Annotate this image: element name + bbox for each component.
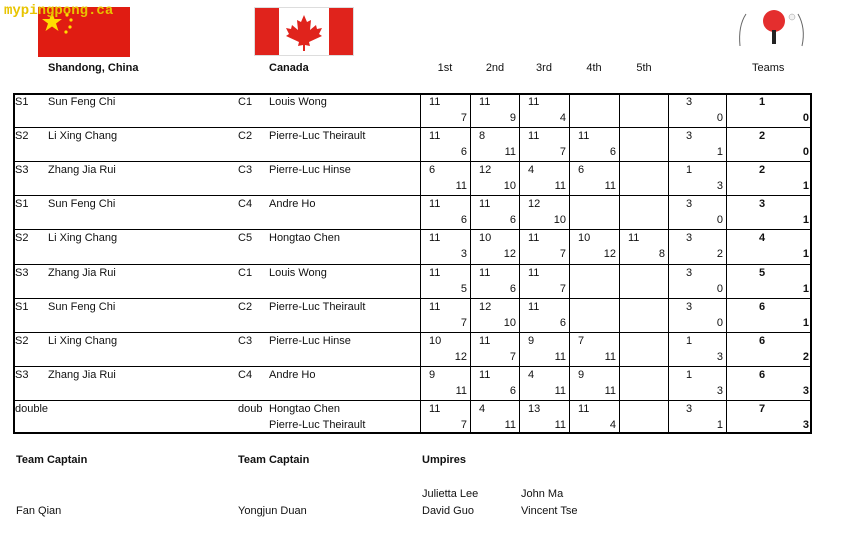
match-score-left: 3 [686,130,693,142]
game-score-left: 11 [479,96,491,108]
team-score-left: 7 [759,403,766,415]
left-player-name: Sun Feng Chi [48,198,116,210]
left-player-code: S3 [15,267,29,279]
game-score-right: 10 [503,317,516,329]
umpire-1: Julietta Lee [422,488,479,500]
right-player-code: C5 [238,232,253,244]
game-score-right: 9 [509,112,516,124]
right-player-name-2: Pierre-Luc Theirault [269,419,366,431]
game-score-left: 11 [429,267,441,279]
right-player-name: Hongtao Chen [269,403,340,415]
umpires-label: Umpires [422,454,467,466]
team-score-right: 1 [802,248,809,260]
right-player-name: Hongtao Chen [269,232,340,244]
left-player-name: Li Xing Chang [48,130,118,142]
game-score-right: 6 [559,317,566,329]
left-player-name: Zhang Jia Rui [48,267,116,279]
game-score-left: 4 [528,164,535,176]
game-score-left: 9 [528,335,535,347]
game-score-right: 4 [609,419,616,431]
team-score-right: 1 [802,214,809,226]
game-score-left: 7 [578,335,585,347]
team-score-left: 1 [759,96,766,108]
team-score-left: 6 [759,335,766,347]
match-score-left: 3 [686,267,693,279]
game-score-left: 11 [479,198,491,210]
team-score-left: 6 [759,301,766,313]
game-score-right: 7 [460,419,467,431]
team-score-right: 3 [802,385,809,397]
game-score-left: 11 [479,369,491,381]
game-4-header: 4th [586,62,602,74]
team-score-right: 0 [802,146,809,158]
right-player-name: Pierre-Luc Hinse [269,335,351,347]
game-score-right: 11 [455,180,467,192]
game-score-right: 11 [554,351,566,363]
team-left-name: Shandong, China [48,62,139,74]
left-player-name: Li Xing Chang [48,232,118,244]
game-score-right: 6 [609,146,616,158]
game-score-right: 11 [604,385,616,397]
right-player-code: doub [238,403,263,415]
left-player-name: Sun Feng Chi [48,96,116,108]
match-score-right: 0 [716,112,723,124]
team-right-name: Canada [269,62,309,74]
team-score-left: 5 [759,267,766,279]
game-score-right: 12 [603,248,616,260]
game-3-header: 3rd [536,62,552,74]
game-score-left: 11 [578,130,590,142]
left-player-name: Sun Feng Chi [48,301,116,313]
game-score-right: 6 [509,385,516,397]
right-player-code: C4 [238,369,253,381]
game-score-left: 11 [528,232,540,244]
game-score-left: 11 [429,198,441,210]
game-score-left: 11 [479,267,491,279]
game-score-left: 4 [528,369,535,381]
game-score-left: 11 [528,96,540,108]
match-score-left: 1 [686,164,693,176]
captain-left-name: Fan Qian [16,505,62,517]
left-player-code: S3 [15,369,29,381]
team-score-left: 4 [759,232,766,244]
game-score-left: 11 [429,301,441,313]
game-score-right: 11 [604,351,616,363]
game-score-left: 4 [479,403,486,415]
canada-flag-icon [254,7,354,56]
team-score-right: 1 [802,180,809,192]
match-score-left: 3 [686,301,693,313]
game-score-left: 11 [429,130,441,142]
game-score-right: 7 [559,283,566,295]
game-score-left: 9 [429,369,436,381]
game-score-right: 11 [504,419,516,431]
game-score-left: 12 [479,301,492,313]
team-score-right: 0 [802,112,809,124]
match-score-right: 3 [716,385,723,397]
game-score-left: 6 [429,164,436,176]
game-score-left: 6 [578,164,585,176]
game-score-right: 5 [460,283,467,295]
game-score-left: 10 [429,335,442,347]
game-score-left: 12 [528,198,541,210]
game-score-right: 11 [554,419,566,431]
left-player-code: S2 [15,130,29,142]
game-1-header: 1st [437,62,453,74]
match-score-left: 3 [686,232,693,244]
right-player-name: Pierre-Luc Hinse [269,164,351,176]
game-score-right: 10 [553,214,566,226]
left-player-code: S2 [15,335,29,347]
captain-left-label: Team Captain [16,454,88,466]
game-score-right: 11 [504,146,516,158]
captain-right-label: Team Captain [238,454,310,466]
left-player-code: double [15,403,49,415]
game-score-right: 6 [460,214,467,226]
game-score-right: 12 [454,351,467,363]
game-score-left: 9 [578,369,585,381]
game-score-left: 11 [528,301,540,313]
left-player-code: S2 [15,232,29,244]
right-player-code: C2 [238,130,253,142]
team-score-left: 2 [759,164,766,176]
game-score-left: 13 [528,403,541,415]
game-score-right: 7 [559,248,566,260]
match-score-left: 3 [686,96,693,108]
match-score-right: 1 [716,419,723,431]
game-score-left: 11 [528,130,540,142]
game-score-right: 3 [460,248,467,260]
game-score-right: 11 [604,180,616,192]
teams-header: Teams [752,62,785,74]
game-score-right: 11 [455,385,467,397]
game-score-right: 7 [460,112,467,124]
right-player-name: Louis Wong [269,96,327,108]
game-5-header: 5th [636,62,652,74]
right-player-name: Pierre-Luc Theirault [269,130,366,142]
umpire-4: Vincent Tse [521,505,578,517]
game-score-right: 6 [509,214,516,226]
team-score-left: 6 [759,369,766,381]
game-score-right: 11 [554,385,566,397]
game-score-left: 11 [628,232,640,244]
game-score-right: 6 [509,283,516,295]
game-score-right: 7 [559,146,566,158]
right-player-code: C3 [238,335,253,347]
right-player-code: C2 [238,301,253,313]
left-player-name: Zhang Jia Rui [48,369,116,381]
left-player-name: Zhang Jia Rui [48,164,116,176]
game-score-left: 11 [429,96,441,108]
game-score-right: 4 [559,112,566,124]
match-score-left: 3 [686,403,693,415]
match-score-left: 3 [686,198,693,210]
match-score-right: 0 [716,283,723,295]
game-score-left: 10 [578,232,591,244]
right-player-name: Louis Wong [269,267,327,279]
match-score-left: 1 [686,335,693,347]
right-player-name: Andre Ho [269,369,316,381]
right-player-name: Pierre-Luc Theirault [269,301,366,313]
umpire-3: David Guo [422,505,474,517]
watermark-text: mypingpong.ca [4,3,114,19]
game-score-right: 7 [509,351,516,363]
team-score-right: 3 [802,419,809,431]
game-score-left: 11 [528,267,540,279]
right-player-code: C4 [238,198,253,210]
team-score-left: 3 [759,198,766,210]
match-score-right: 3 [716,180,723,192]
match-score-right: 2 [716,248,723,260]
team-score-right: 2 [802,351,809,363]
game-score-left: 12 [479,164,492,176]
match-score-right: 0 [716,317,723,329]
game-score-right: 8 [658,248,665,260]
left-player-code: S1 [15,301,29,313]
team-score-left: 2 [759,130,766,142]
team-score-right: 1 [802,317,809,329]
game-score-left: 10 [479,232,492,244]
captain-right-name: Yongjun Duan [238,505,307,517]
match-score-right: 0 [716,214,723,226]
match-score-right: 3 [716,351,723,363]
right-player-name: Andre Ho [269,198,316,210]
game-score-right: 7 [460,317,467,329]
right-player-code: C3 [238,164,253,176]
right-player-code: C1 [238,96,253,108]
right-player-code: C1 [238,267,253,279]
left-player-code: S1 [15,96,29,108]
game-score-right: 12 [503,248,516,260]
game-score-right: 11 [554,180,566,192]
left-player-name: Li Xing Chang [48,335,118,347]
game-2-header: 2nd [485,62,505,74]
association-logo [734,6,808,54]
game-score-right: 6 [460,146,467,158]
game-score-left: 8 [479,130,486,142]
team-score-right: 1 [802,283,809,295]
game-score-left: 11 [429,232,441,244]
match-score-right: 1 [716,146,723,158]
game-score-left: 11 [479,335,491,347]
umpire-2: John Ma [521,488,564,500]
game-score-left: 11 [578,403,590,415]
game-score-right: 10 [503,180,516,192]
game-score-left: 11 [429,403,441,415]
match-score-left: 1 [686,369,693,381]
left-player-code: S1 [15,198,29,210]
left-player-code: S3 [15,164,29,176]
